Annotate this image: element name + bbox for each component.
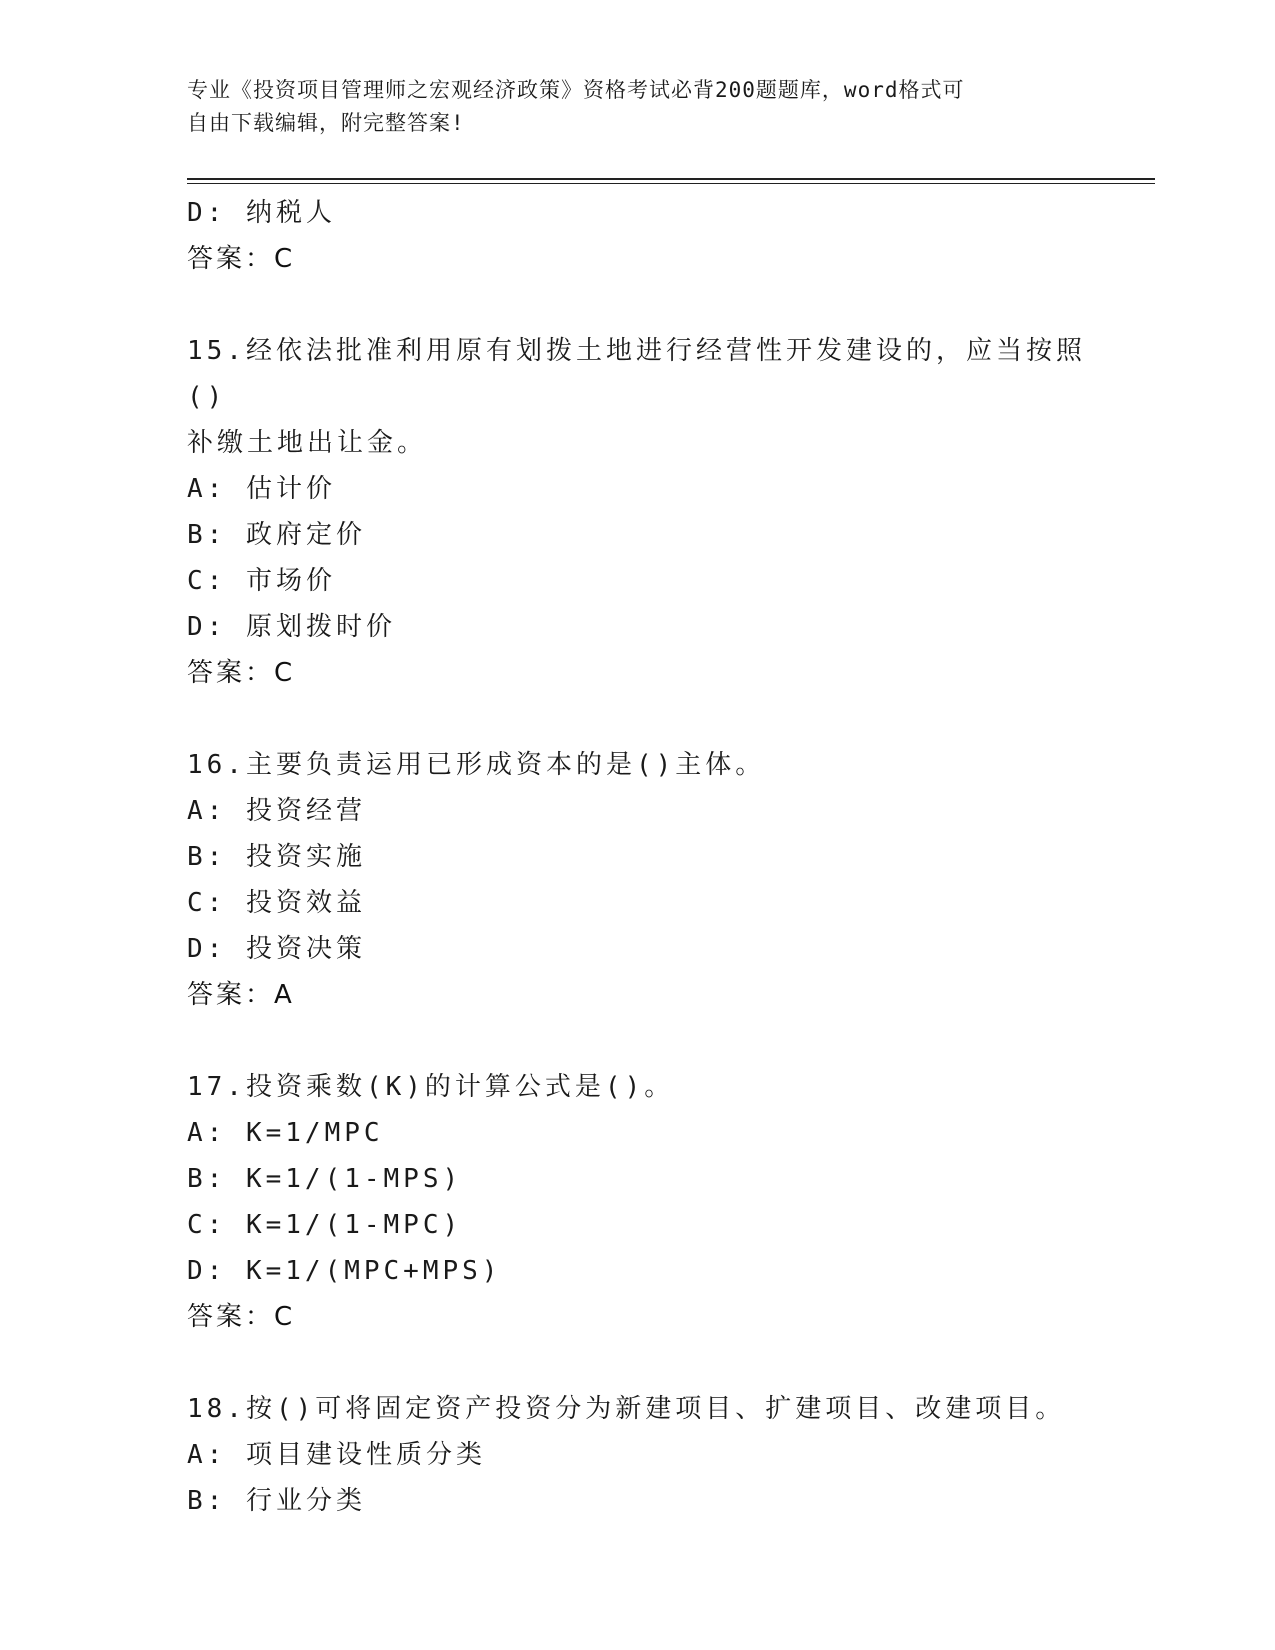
header-rule-thin: [187, 183, 1155, 184]
option-b: B: 行业分类: [187, 1486, 366, 1516]
spacer: [187, 1018, 1087, 1064]
option-b: B: 投资实施: [187, 842, 366, 872]
option-a: A: K=1/MPC: [187, 1118, 384, 1148]
option-b: B: 政府定价: [187, 520, 366, 550]
option-c: C: 市场价: [187, 566, 336, 596]
option-b: B: K=1/(1-MPS): [187, 1164, 463, 1194]
question-text: 16.主要负责运用已形成资本的是()主体。: [187, 750, 766, 780]
question-text: 17.投资乘数(K)的计算公式是()。: [187, 1072, 675, 1102]
option-a: A: 估计价: [187, 474, 336, 504]
document-body: [187, 190, 1087, 1524]
option-a: A: 项目建设性质分类: [187, 1440, 486, 1470]
question-text: 15.经依法批准利用原有划拨土地进行经营性开发建设的，应当按照(): [187, 336, 1086, 412]
spacer: [187, 1340, 1087, 1386]
document-header: [187, 74, 1087, 140]
option-c: C: 投资效益: [187, 888, 366, 918]
question-text-continued: 补缴土地出让金。: [187, 428, 428, 458]
question-text: 18.按()可将固定资产投资分为新建项目、扩建项目、改建项目。: [187, 1394, 1066, 1424]
header-line-2: 自由下载编辑，附完整答案!: [187, 111, 465, 135]
spacer: [187, 696, 1087, 742]
answer-line: 答案：C: [187, 1302, 296, 1332]
option-d: D: K=1/(MPC+MPS): [187, 1256, 502, 1286]
spacer: [187, 282, 1087, 328]
option-d: D: 纳税人: [187, 198, 336, 228]
question-17: [187, 1064, 1087, 1340]
question-15: [187, 328, 1087, 696]
option-d: D: 投资决策: [187, 934, 366, 964]
header-line-1: 专业《投资项目管理师之宏观经济政策》资格考试必背200题题库，word格式可: [187, 78, 965, 102]
answer-line: 答案：C: [187, 244, 296, 274]
answer-line: 答案：A: [187, 980, 295, 1010]
header-rule-thick: [187, 178, 1155, 180]
previous-question-tail: [187, 190, 1087, 282]
question-16: [187, 742, 1087, 1018]
option-a: A: 投资经营: [187, 796, 366, 826]
question-18: [187, 1386, 1087, 1524]
option-d: D: 原划拨时价: [187, 612, 396, 642]
option-c: C: K=1/(1-MPC): [187, 1210, 463, 1240]
answer-line: 答案：C: [187, 658, 296, 688]
